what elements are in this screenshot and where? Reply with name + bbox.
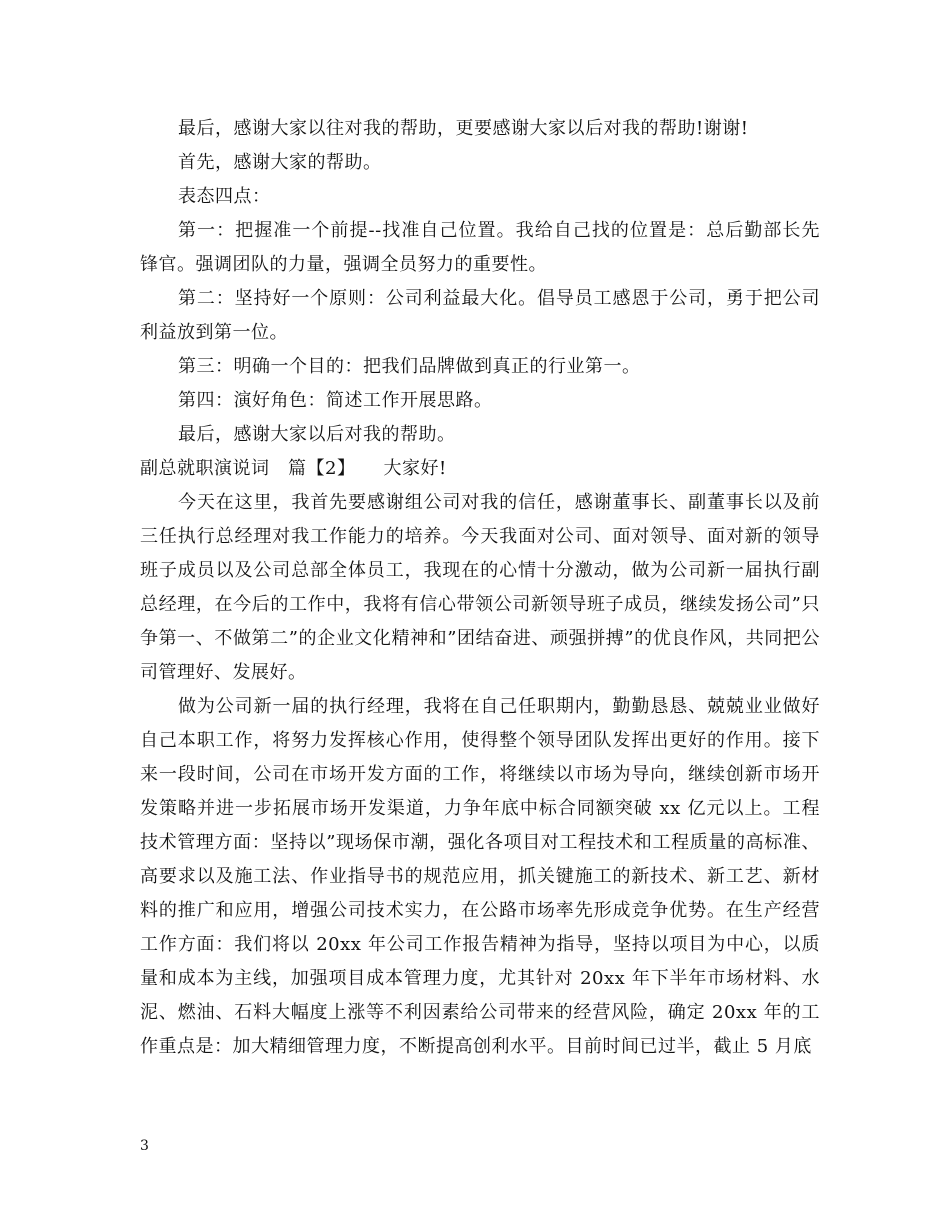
section-heading: 副总就职演说词 篇【2】 大家好!: [140, 458, 447, 479]
paragraph-point-two: 第二：坚持好一个原则：公司利益最大化。倡导员工感恩于公司，勇于把公司利益放到第一位。: [140, 288, 820, 343]
paragraph-closing-thanks-2: 最后，感谢大家以后对我的帮助。: [178, 424, 456, 445]
paragraph-point-one: 第一：把握准一个前提--找准自己位置。我给自己找的位置是：总后勤部长先锋官。强调团队的力量，强调全员努力的重要性。: [140, 220, 820, 275]
document-body: [140, 112, 820, 1064]
paragraph-speech-intro: 今天在这里，我首先要感谢组公司对我的信任，感谢董事长、副董事长以及前三任执行总经理对我工作能力的培养。今天我面对公司、面对领导、面对新的领导班子成员以及公司总部全体员工，我现在的心情十分激动，做为公司新一届执行副总经理，在今后的工作中，我将有信心带领公司新领导班子成员，继续发扬公司”只争第一、不做第二”的企业文化精神和”团结奋进、顽强拼搏”的优良作风，共同把公司管理好、发展好。: [140, 492, 820, 683]
paragraph-closing-thanks-1: 最后，感谢大家以往对我的帮助，更要感谢大家以后对我的帮助!谢谢!: [178, 118, 749, 139]
paragraph-four-points-heading: 表态四点：: [178, 186, 271, 207]
paragraph-speech-plan: 做为公司新一届的执行经理，我将在自己任职期内，勤勤恳恳、兢兢业业做好自己本职工作，将努力发挥核心作用，使得整个领导团队发挥出更好的作用。接下来一段时间，公司在市场开发方面的工作，将继续以市场为导向，继续创新市场开发策略并进一步拓展市场开发渠道，力争年底中标合同额突破 xx 亿元以上。工程技术管理方面：坚持以”现场保市潮，强化各项目对工程技术和工程质量的高标准、高要求以及施工法、作业指导书的规范应用，抓关键施工的新技术、新工艺、新材料的推广和应用，增强公司技术实力，在公路市场率先形成竞争优势。在生产经营工作方面：我们将以 20xx 年公司工作报告精神为指导，坚持以项目为中心，以质量和成本为主线，加强项目成本管理力度，尤其针对 20xx 年下半年市场材料、水泥、燃油、石料大幅度上涨等不利因素给公司带来的经营风险，确定 20xx 年的工作重点是：加大精细管理力度，不断提高创利水平。目前时间已过半，截止 5 月底: [140, 696, 820, 1057]
paragraph-first-thanks: 首先，感谢大家的帮助。: [178, 152, 382, 173]
paragraph-point-three: 第三：明确一个目的：把我们品牌做到真正的行业第一。: [178, 356, 641, 377]
page-number: 3: [140, 1138, 149, 1154]
paragraph-point-four: 第四：演好角色：简述工作开展思路。: [178, 390, 493, 411]
